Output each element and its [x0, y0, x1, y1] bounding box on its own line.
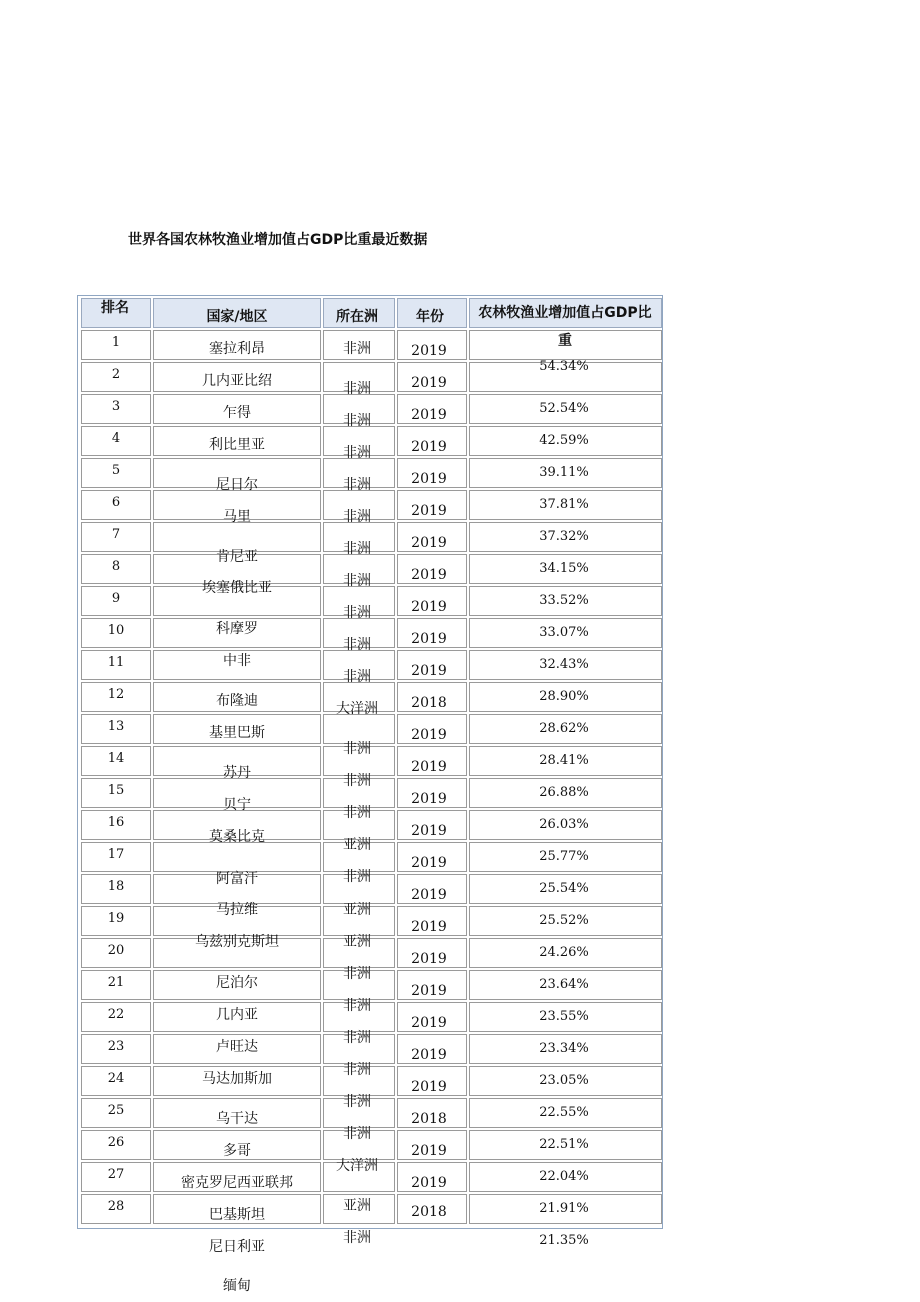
- year-cell: 2019: [411, 375, 447, 391]
- value-cell: 32.43%: [539, 657, 589, 672]
- year-cell: 2019: [411, 503, 447, 519]
- value-cell: 54.34%: [539, 359, 589, 374]
- country-cell: 尼日尔: [216, 477, 258, 493]
- header-rank: 排名: [101, 300, 129, 316]
- year-cell: 2019: [411, 471, 447, 487]
- rank-cell: 19: [107, 911, 125, 926]
- country-cell: 阿富汗: [216, 871, 258, 887]
- continent-cell: 亚洲: [343, 902, 371, 918]
- continent-cell: 非洲: [343, 381, 371, 397]
- rank-cell: 24: [107, 1071, 125, 1086]
- value-cell: 26.03%: [539, 817, 589, 832]
- continent-cell: 非洲: [343, 741, 371, 757]
- value-cell: 25.77%: [539, 849, 589, 864]
- country-cell: 苏丹: [223, 765, 251, 781]
- continent-cell: 亚洲: [343, 1198, 371, 1214]
- year-cell: 2019: [411, 663, 447, 679]
- year-cell: 2019: [411, 439, 447, 455]
- year-cell: 2019: [411, 1015, 447, 1031]
- header-year: 年份: [416, 309, 444, 325]
- continent-cell: 大洋洲: [336, 1158, 378, 1174]
- country-cell: 乍得: [223, 405, 251, 421]
- year-cell: 2019: [411, 919, 447, 935]
- value-cell: 25.54%: [539, 881, 589, 896]
- header-value: 农林牧渔业增加值占GDP比: [478, 305, 652, 321]
- year-cell: 2019: [411, 887, 447, 903]
- year-cell: 2019: [411, 951, 447, 967]
- rank-cell: 12: [107, 687, 125, 702]
- continent-cell: 亚洲: [343, 837, 371, 853]
- year-cell: 2019: [411, 343, 447, 359]
- rank-cell: 15: [107, 783, 125, 798]
- continent-cell: 非洲: [343, 605, 371, 621]
- country-cell: 莫桑比克: [209, 829, 265, 845]
- value-cell: 22.51%: [539, 1137, 589, 1152]
- country-cell: 巴基斯坦: [209, 1207, 265, 1223]
- rank-cell: 14: [107, 751, 125, 766]
- country-cell: 利比里亚: [209, 437, 265, 453]
- continent-cell: 非洲: [343, 509, 371, 525]
- year-cell: 2019: [411, 823, 447, 839]
- country-cell: 马达加斯加: [202, 1071, 272, 1087]
- year-cell: 2019: [411, 855, 447, 871]
- country-cell: 科摩罗: [216, 621, 258, 637]
- header-country: 国家/地区: [206, 309, 268, 325]
- country-cell: 尼泊尔: [216, 975, 258, 991]
- year-cell: 2019: [411, 1079, 447, 1095]
- value-cell: 23.64%: [539, 977, 589, 992]
- value-cell: 23.34%: [539, 1041, 589, 1056]
- value-cell: 24.26%: [539, 945, 589, 960]
- country-cell: 尼日利亚: [209, 1239, 265, 1255]
- year-cell: 2019: [411, 599, 447, 615]
- rank-cell: 20: [107, 943, 125, 958]
- value-cell: 28.41%: [539, 753, 589, 768]
- year-cell: 2018: [411, 1111, 447, 1127]
- continent-cell: 非洲: [343, 637, 371, 653]
- rank-cell: 21: [107, 975, 125, 990]
- rank-cell: 10: [107, 623, 125, 638]
- rank-cell: 6: [111, 495, 121, 510]
- value-cell: 28.90%: [539, 689, 589, 704]
- value-cell: 25.52%: [539, 913, 589, 928]
- continent-cell: 非洲: [343, 445, 371, 461]
- value-cell: 52.54%: [539, 401, 589, 416]
- year-cell: 2019: [411, 407, 447, 423]
- country-cell: 卢旺达: [216, 1039, 258, 1055]
- rank-cell: 4: [111, 431, 121, 446]
- continent-cell: 非洲: [343, 966, 371, 982]
- country-cell: 基里巴斯: [209, 725, 265, 741]
- continent-cell: 非洲: [343, 1062, 371, 1078]
- year-cell: 2019: [411, 567, 447, 583]
- value-cell: 28.62%: [539, 721, 589, 736]
- rank-cell: 23: [107, 1039, 125, 1054]
- rank-cell: 18: [107, 879, 125, 894]
- country-cell: 几内亚: [216, 1007, 258, 1023]
- continent-cell: 非洲: [343, 1094, 371, 1110]
- country-cell: 缅甸: [223, 1278, 251, 1294]
- rank-cell: 3: [111, 399, 121, 414]
- rank-cell: 11: [107, 655, 125, 670]
- value-cell: 37.81%: [539, 497, 589, 512]
- table-cell: [153, 522, 321, 552]
- continent-cell: 非洲: [343, 669, 371, 685]
- rank-cell: 25: [107, 1103, 125, 1118]
- value-cell: 33.52%: [539, 593, 589, 608]
- rank-cell: 16: [107, 815, 125, 830]
- value-cell: 22.55%: [539, 1105, 589, 1120]
- country-cell: 布隆迪: [216, 693, 258, 709]
- continent-cell: 非洲: [343, 477, 371, 493]
- continent-cell: 非洲: [343, 773, 371, 789]
- year-cell: 2019: [411, 1143, 447, 1159]
- continent-cell: 非洲: [343, 1230, 371, 1246]
- year-cell: 2019: [411, 791, 447, 807]
- header-continent: 所在洲: [336, 309, 378, 325]
- rank-cell: 2: [111, 367, 121, 382]
- country-cell: 埃塞俄比亚: [202, 580, 272, 596]
- country-cell: 马拉维: [216, 902, 258, 918]
- value-cell: 26.88%: [539, 785, 589, 800]
- country-cell: 贝宁: [223, 797, 251, 813]
- country-cell: 塞拉利昂: [209, 341, 265, 357]
- value-cell: 23.05%: [539, 1073, 589, 1088]
- table-cell: [323, 714, 395, 744]
- value-cell: 33.07%: [539, 625, 589, 640]
- year-cell: 2019: [411, 983, 447, 999]
- value-cell: 39.11%: [539, 465, 589, 480]
- continent-cell: 非洲: [343, 805, 371, 821]
- country-cell: 几内亚比绍: [202, 373, 272, 389]
- value-cell: 34.15%: [539, 561, 589, 576]
- value-cell: 23.55%: [539, 1009, 589, 1024]
- continent-cell: 非洲: [343, 998, 371, 1014]
- year-cell: 2019: [411, 1047, 447, 1063]
- continent-cell: 非洲: [343, 341, 371, 357]
- value-cell: 37.32%: [539, 529, 589, 544]
- country-cell: 肯尼亚: [216, 549, 258, 565]
- year-cell: 2018: [411, 695, 447, 711]
- continent-cell: 非洲: [343, 1126, 371, 1142]
- page-title: 世界各国农林牧渔业增加值占GDP比重最近数据: [128, 232, 428, 248]
- year-cell: 2019: [411, 535, 447, 551]
- rank-cell: 17: [107, 847, 125, 862]
- rank-cell: 7: [111, 527, 121, 542]
- continent-cell: 非洲: [343, 869, 371, 885]
- country-cell: 多哥: [223, 1143, 251, 1159]
- table-cell: [153, 842, 321, 872]
- year-cell: 2019: [411, 1175, 447, 1191]
- rank-cell: 8: [111, 559, 121, 574]
- rank-cell: 9: [111, 591, 121, 606]
- country-cell: 马里: [223, 509, 251, 525]
- rank-cell: 13: [107, 719, 125, 734]
- rank-cell: 1: [111, 335, 121, 350]
- continent-cell: 非洲: [343, 1030, 371, 1046]
- value-cell: 42.59%: [539, 433, 589, 448]
- rank-cell: 5: [111, 463, 121, 478]
- continent-cell: 非洲: [343, 413, 371, 429]
- country-cell: 乌兹别克斯坦: [195, 934, 279, 950]
- country-cell: 乌干达: [216, 1111, 258, 1127]
- continent-cell: 大洋洲: [336, 701, 378, 717]
- year-cell: 2019: [411, 631, 447, 647]
- country-cell: 中非: [223, 653, 251, 669]
- year-cell: 2018: [411, 1204, 447, 1220]
- year-cell: 2019: [411, 727, 447, 743]
- rank-cell: 26: [107, 1135, 125, 1150]
- header-value-wrap: 重: [558, 333, 572, 349]
- country-cell: 密克罗尼西亚联邦: [181, 1175, 293, 1191]
- value-cell: 22.04%: [539, 1169, 589, 1184]
- value-cell: 21.91%: [539, 1201, 589, 1216]
- value-cell: 21.35%: [539, 1233, 589, 1248]
- rank-cell: 28: [107, 1199, 125, 1214]
- continent-cell: 非洲: [343, 541, 371, 557]
- continent-cell: 亚洲: [343, 934, 371, 950]
- year-cell: 2019: [411, 759, 447, 775]
- rank-cell: 27: [107, 1167, 125, 1182]
- continent-cell: 非洲: [343, 573, 371, 589]
- rank-cell: 22: [107, 1007, 125, 1022]
